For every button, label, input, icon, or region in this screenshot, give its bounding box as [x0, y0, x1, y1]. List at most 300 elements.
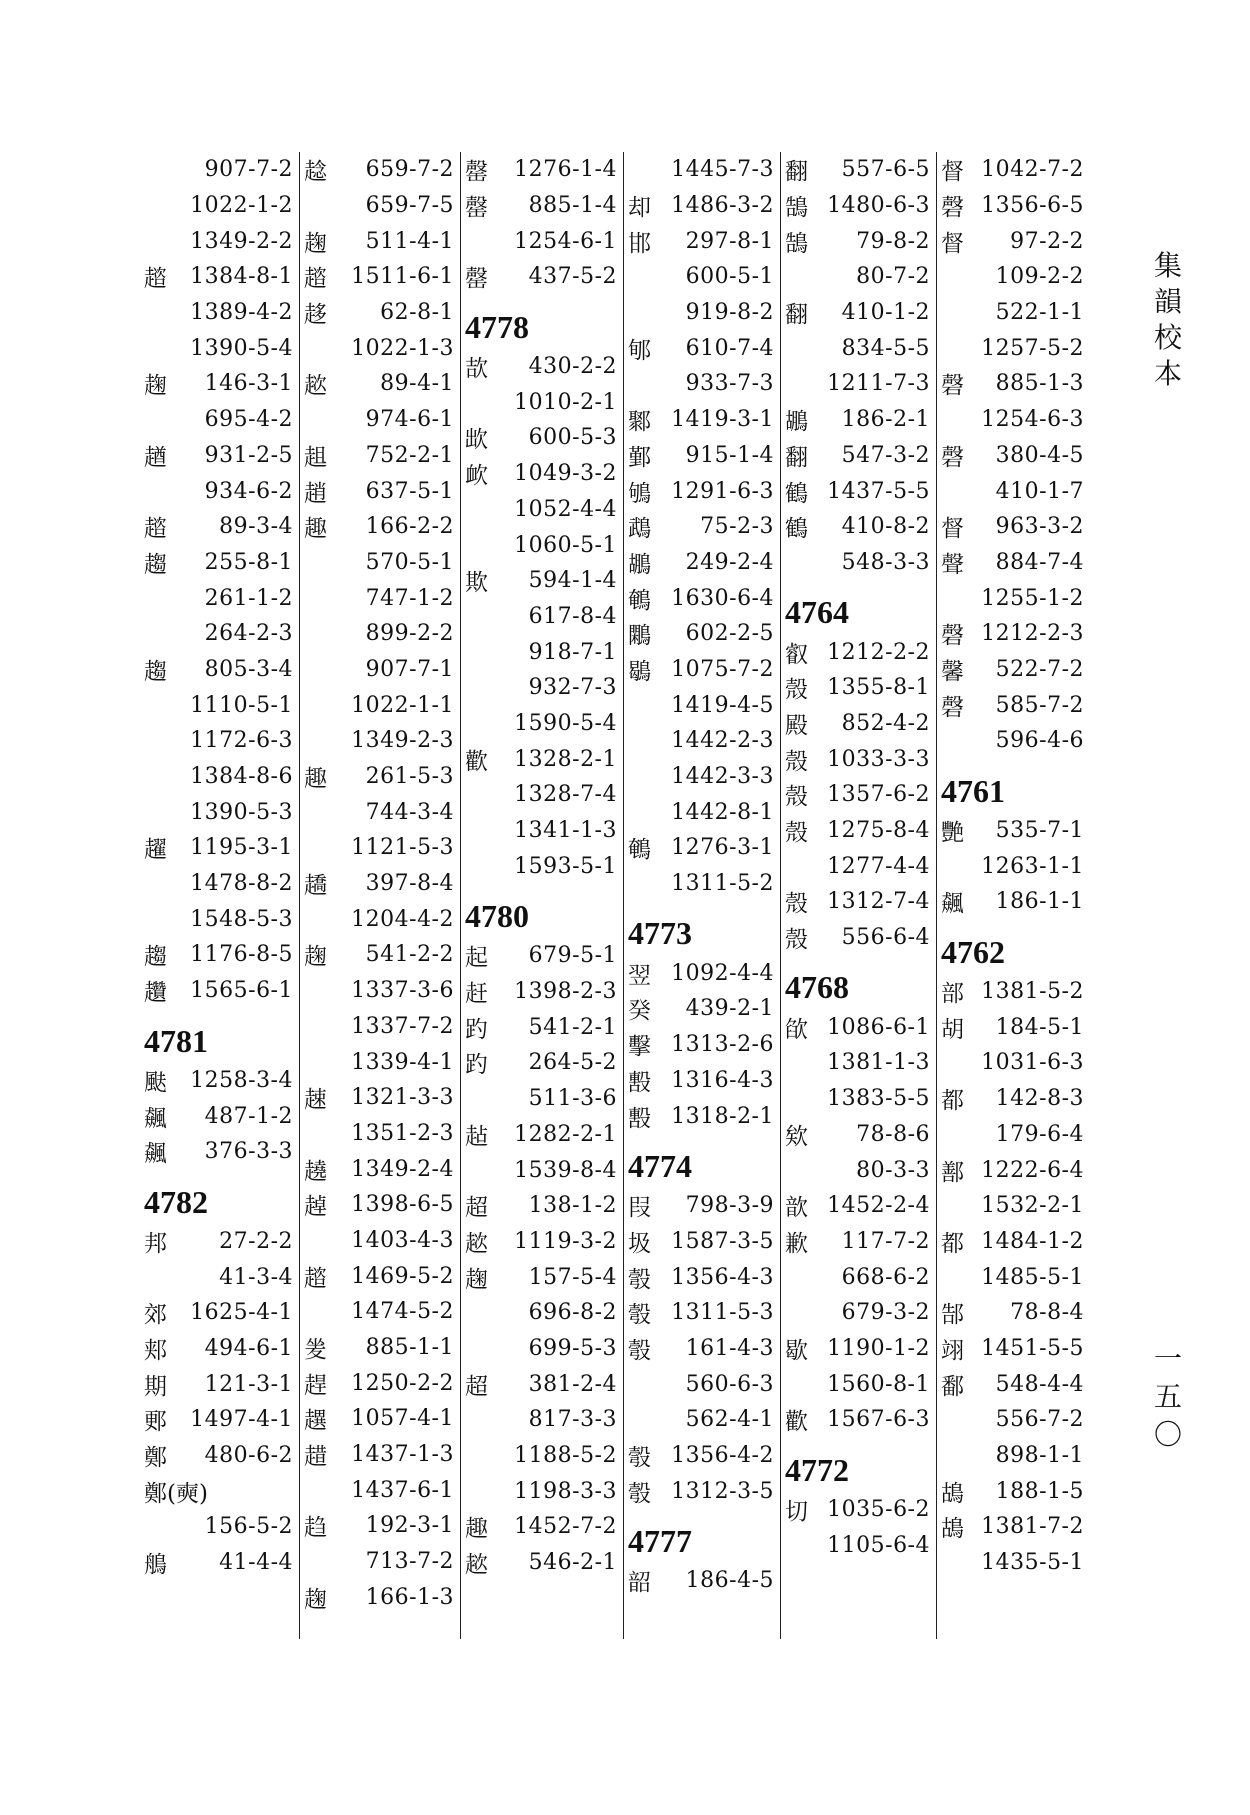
index-entry: [781, 366, 936, 402]
index-entry: [624, 616, 780, 652]
entry-reference: 974-6-1: [365, 407, 454, 433]
entry-reference: 1277-4-4: [827, 853, 930, 879]
entry-character: 趥: [144, 444, 167, 471]
entry-character: 趵: [465, 1052, 488, 1079]
index-entry: [140, 866, 299, 902]
entry-reference: 1567-6-3: [827, 1407, 930, 1433]
index-entry: [140, 152, 299, 188]
index-entry: [624, 402, 780, 438]
index-entry: [461, 1224, 623, 1260]
index-entry: [937, 1188, 1090, 1224]
entry-reference: 297-8-1: [685, 228, 774, 254]
index-entry: [300, 1080, 460, 1116]
index-entry: [461, 420, 623, 456]
entry-character: 趨: [144, 658, 167, 685]
index-entry: [140, 687, 299, 723]
entry-character: 飆: [941, 891, 964, 918]
index-entry: [937, 1081, 1090, 1117]
index-entry: [781, 1259, 936, 1295]
entry-character: 欸: [785, 1123, 808, 1150]
entry-reference: 1312-7-4: [827, 889, 930, 915]
entry-reference: 907-7-1: [365, 656, 454, 682]
entry-character: 夎: [304, 1337, 327, 1364]
entry-reference: 264-5-2: [528, 1050, 617, 1076]
entry-reference: 157-5-4: [528, 1264, 617, 1290]
index-entry: [140, 188, 299, 224]
entry-reference: 410-8-2: [841, 514, 930, 540]
entry-reference: 557-6-5: [841, 157, 930, 183]
entry-character: 趦: [304, 1265, 327, 1292]
index-entry: [461, 1081, 623, 1117]
entry-character: 趙: [304, 480, 327, 507]
index-entry: [140, 616, 299, 652]
entry-reference: 1291-6-3: [671, 478, 774, 504]
entry-character: 欺: [465, 570, 488, 597]
index-entry: [781, 188, 936, 224]
entry-reference: 138-1-2: [528, 1193, 617, 1219]
entry-reference: 1022-1-2: [190, 193, 293, 219]
index-column-5: [781, 152, 937, 1639]
index-entry: [937, 366, 1090, 402]
entry-character: 圾: [628, 1230, 651, 1257]
entry-reference: 1437-1-3: [351, 1442, 454, 1468]
index-entry: [624, 1366, 780, 1402]
index-entry: [937, 974, 1090, 1010]
entry-character: 都: [941, 1088, 964, 1115]
entry-reference: 166-2-2: [365, 514, 454, 540]
index-entry: [624, 259, 780, 295]
entry-reference: 547-3-2: [841, 442, 930, 468]
entry-character: 趄: [304, 444, 327, 471]
entry-reference: 805-3-4: [204, 656, 293, 682]
entry-reference: 1049-3-2: [514, 461, 617, 487]
entry-reference: 255-8-1: [204, 549, 293, 575]
entry-reference: 380-4-5: [995, 442, 1084, 468]
section-heading: 4782: [144, 1183, 208, 1220]
entry-reference: 1630-6-4: [671, 585, 774, 611]
index-column-2: [300, 152, 461, 1639]
index-entry: [781, 1492, 936, 1528]
entry-character: 歡: [465, 748, 488, 775]
index-entry: [937, 687, 1090, 723]
entry-reference: 121-3-1: [204, 1371, 293, 1397]
entry-character: 超: [465, 1195, 488, 1222]
index-entry: [461, 848, 623, 884]
index-entry: [140, 1098, 299, 1134]
index-entry: [461, 223, 623, 259]
index-entry: [461, 456, 623, 492]
entry-reference: 1254-6-1: [514, 228, 617, 254]
index-entry: [461, 1473, 623, 1509]
entry-reference: 1255-1-2: [981, 585, 1084, 611]
index-entry: [624, 545, 780, 581]
entry-reference: 1086-6-1: [827, 1014, 930, 1040]
entry-reference: 556-6-4: [841, 925, 930, 951]
entry-reference: 1356-4-2: [671, 1443, 774, 1469]
index-entry: [937, 848, 1090, 884]
entry-reference: 261-1-2: [204, 585, 293, 611]
index-entry: [300, 1437, 460, 1473]
entry-character: 趦: [304, 266, 327, 293]
entry-character: 趠: [304, 1194, 327, 1221]
entry-reference: 1195-3-1: [190, 835, 293, 861]
index-entry: [937, 1545, 1090, 1581]
index-entry: [937, 223, 1090, 259]
index-entry: [624, 687, 780, 723]
entry-reference: 1497-4-1: [190, 1407, 293, 1433]
entry-character: 殼: [785, 748, 808, 775]
entry-character: 郜: [941, 1302, 964, 1329]
entry-reference: 1357-6-2: [827, 782, 930, 808]
index-entry: [937, 330, 1090, 366]
index-entry: [140, 438, 299, 474]
index-entry: [461, 188, 623, 224]
entry-reference: 1190-1-2: [827, 1335, 930, 1361]
entry-character: 韶: [628, 1570, 651, 1597]
index-entry: [140, 473, 299, 509]
index-entry: [300, 295, 460, 331]
entry-reference: 1010-2-1: [514, 389, 617, 415]
entry-character: 趩: [304, 1408, 327, 1435]
entry-reference: 602-2-5: [685, 621, 774, 647]
entry-reference: 1384-8-6: [190, 764, 293, 790]
index-entry: [937, 580, 1090, 616]
entry-reference: 585-7-2: [995, 692, 1084, 718]
index-entry: [461, 974, 623, 1010]
index-entry: [300, 1116, 460, 1152]
index-entry: [461, 1009, 623, 1045]
entry-reference: 919-8-2: [685, 300, 774, 326]
entry-character: 邯: [628, 230, 651, 257]
entry-reference: 668-6-2: [841, 1264, 930, 1290]
entry-reference: 1381-5-2: [981, 979, 1084, 1005]
index-entry: [461, 1331, 623, 1367]
index-entry: [140, 1063, 299, 1099]
index-entry: [937, 1366, 1090, 1402]
entry-reference: 410-1-7: [995, 478, 1084, 504]
index-entry: [140, 973, 299, 1009]
index-entry: [140, 402, 299, 438]
entry-reference: 570-5-1: [365, 549, 454, 575]
entry-reference: 79-8-2: [856, 228, 930, 254]
entry-character: 趨: [144, 551, 167, 578]
entry-reference: 1110-5-1: [190, 692, 293, 718]
index-entry: [624, 580, 780, 616]
index-entry: [624, 223, 780, 259]
entry-character: 鴝: [628, 480, 651, 507]
entry-reference: 1452-7-2: [514, 1514, 617, 1540]
index-entry: [300, 1151, 460, 1187]
entry-reference: 546-2-1: [528, 1550, 617, 1576]
section-heading: 4778: [465, 308, 529, 345]
entry-reference: 1211-7-3: [827, 371, 930, 397]
entry-reference: 1035-6-2: [827, 1497, 930, 1523]
entry-reference: 885-1-3: [995, 371, 1084, 397]
entry-character: 邦: [144, 1230, 167, 1257]
entry-reference: 166-1-3: [365, 1584, 454, 1610]
entry-character: 趋: [304, 1515, 327, 1542]
entry-reference: 1075-7-2: [671, 656, 774, 682]
index-entry: [300, 1508, 460, 1544]
index-entry: [624, 295, 780, 331]
entry-character: 彀: [628, 1445, 651, 1472]
index-entry: [140, 1134, 299, 1170]
entry-character: 督: [941, 159, 964, 186]
index-entry: [461, 492, 623, 528]
index-entry: [937, 1295, 1090, 1331]
entry-character: 赶: [465, 981, 488, 1008]
entry-reference: 1390-5-3: [190, 799, 293, 825]
entry-reference: 932-7-3: [528, 675, 617, 701]
index-entry: [461, 634, 623, 670]
entry-reference: 1356-6-5: [981, 193, 1084, 219]
entry-character: 飆: [144, 1141, 167, 1168]
entry-character: 趣: [465, 1516, 488, 1543]
entry-reference: 600-5-1: [685, 264, 774, 290]
entry-character: 殼: [785, 677, 808, 704]
entry-character: 罄: [465, 266, 488, 293]
entry-character: 趍: [304, 302, 327, 329]
entry-character: 殼: [785, 891, 808, 918]
index-entry: [624, 1224, 780, 1260]
index-entry: [624, 794, 780, 830]
entry-character: 趣: [304, 516, 327, 543]
entry-reference: 1312-3-5: [671, 1478, 774, 1504]
entry-character: 鶴: [785, 516, 808, 543]
entry-reference: 1381-1-3: [827, 1050, 930, 1076]
entry-character: 鵠: [785, 195, 808, 222]
index-entry: [140, 330, 299, 366]
entry-character: 鄭(奭): [144, 1480, 208, 1507]
index-entry: [300, 1044, 460, 1080]
index-entry: [300, 259, 460, 295]
entry-reference: 1204-4-2: [351, 906, 454, 932]
entry-reference: 963-3-2: [995, 514, 1084, 540]
entry-character: 颫: [144, 1069, 167, 1096]
entry-reference: 852-4-2: [841, 710, 930, 736]
entry-reference: 562-4-1: [685, 1407, 774, 1433]
entry-reference: 752-2-1: [365, 442, 454, 468]
index-entry: [140, 580, 299, 616]
entry-reference: 156-5-2: [204, 1514, 293, 1540]
entry-reference: 1172-6-3: [190, 728, 293, 754]
section-heading: 4764: [785, 594, 849, 631]
index-entry: [624, 866, 780, 902]
index-entry: [937, 884, 1090, 920]
index-entry: [624, 1473, 780, 1509]
index-entry: [140, 366, 299, 402]
entry-reference: 1042-7-2: [981, 157, 1084, 183]
index-entry: [300, 1365, 460, 1401]
index-entry: [300, 866, 460, 902]
index-entry: [624, 1438, 780, 1474]
entry-reference: 1031-6-3: [981, 1050, 1084, 1076]
index-entry: [937, 259, 1090, 295]
index-entry: [937, 723, 1090, 759]
entry-character: 叡: [785, 641, 808, 668]
entry-reference: 1445-7-3: [671, 157, 774, 183]
book-title: 集韻校本: [1153, 249, 1182, 390]
entry-reference: 1403-4-3: [351, 1227, 454, 1253]
index-entry: [781, 295, 936, 331]
section-heading: 4780: [465, 898, 529, 935]
index-entry: [937, 509, 1090, 545]
entry-reference: 1590-5-4: [514, 710, 617, 736]
entry-reference: 439-2-1: [685, 996, 774, 1022]
index-entry: [937, 545, 1090, 581]
entry-reference: 62-8-1: [380, 300, 454, 326]
entry-reference: 192-3-1: [365, 1513, 454, 1539]
entry-reference: 1341-1-3: [514, 818, 617, 844]
entry-reference: 915-1-4: [685, 442, 774, 468]
entry-reference: 1316-4-3: [671, 1067, 774, 1093]
index-entry: [461, 563, 623, 599]
index-entry: [624, 991, 780, 1027]
entry-reference: 596-4-6: [995, 728, 1084, 754]
index-entry: [781, 741, 936, 777]
entry-reference: 1328-7-4: [514, 782, 617, 808]
index-entry: [300, 188, 460, 224]
index-entry: [624, 1027, 780, 1063]
index-entry: [461, 670, 623, 706]
section-heading: 4761: [941, 772, 1005, 809]
index-entry: [461, 152, 623, 188]
entry-reference: 1442-2-3: [671, 728, 774, 754]
entry-reference: 1625-4-1: [190, 1300, 293, 1326]
section-heading: 4772: [785, 1451, 849, 1488]
entry-reference: 699-5-3: [528, 1335, 617, 1361]
entry-character: 馨: [941, 658, 964, 685]
entry-reference: 713-7-2: [365, 1549, 454, 1575]
index-entry: [461, 1438, 623, 1474]
entry-character: 趫: [304, 873, 327, 900]
entry-reference: 1356-4-3: [671, 1264, 774, 1290]
page-number: 一五〇: [1153, 1342, 1182, 1451]
index-entry: [461, 1545, 623, 1581]
index-entry: [781, 402, 936, 438]
index-entry: [140, 1473, 299, 1509]
index-entry: [300, 1187, 460, 1223]
entry-reference: 884-7-4: [995, 549, 1084, 575]
entry-reference: 899-2-2: [365, 621, 454, 647]
entry-character: 殿: [785, 712, 808, 739]
entry-character: 磬: [941, 444, 964, 471]
entry-reference: 548-4-4: [995, 1371, 1084, 1397]
entry-character: 趑: [465, 1552, 488, 1579]
entry-reference: 487-1-2: [204, 1103, 293, 1129]
entry-character: 趦: [144, 266, 167, 293]
entry-reference: 907-7-2: [204, 157, 293, 183]
entry-reference: 97-2-2: [1010, 228, 1084, 254]
entry-reference: 179-6-4: [995, 1121, 1084, 1147]
entry-reference: 1337-7-2: [351, 1013, 454, 1039]
entry-reference: 80-3-3: [856, 1157, 930, 1183]
entry-character: 罄: [465, 159, 488, 186]
index-entry: [300, 616, 460, 652]
index-entry: [781, 438, 936, 474]
index-entry: [300, 366, 460, 402]
index-entry: [461, 1295, 623, 1331]
entry-reference: 1474-5-2: [351, 1299, 454, 1325]
entry-reference: 817-3-3: [528, 1407, 617, 1433]
entry-reference: 1437-6-1: [351, 1477, 454, 1503]
entry-character: 趜: [304, 1586, 327, 1613]
index-entry: [937, 295, 1090, 331]
entry-reference: 1121-5-3: [351, 835, 454, 861]
entry-reference: 1587-3-5: [671, 1228, 774, 1254]
entry-reference: 1311-5-3: [671, 1300, 774, 1326]
entry-reference: 161-4-3: [685, 1335, 774, 1361]
index-entry: [624, 1063, 780, 1099]
entry-character: 翻: [785, 444, 808, 471]
entry-reference: 556-7-2: [995, 1407, 1084, 1433]
entry-reference: 1257-5-2: [981, 335, 1084, 361]
entry-reference: 1419-3-1: [671, 407, 774, 433]
entry-reference: 747-1-2: [365, 585, 454, 611]
index-entry: [781, 259, 936, 295]
index-entry: [461, 1402, 623, 1438]
index-entry: [624, 152, 780, 188]
entry-reference: 918-7-1: [528, 639, 617, 665]
entry-character: 趯: [144, 837, 167, 864]
entry-character: 殼: [785, 784, 808, 811]
entry-reference: 1092-4-4: [671, 960, 774, 986]
index-entry: [300, 687, 460, 723]
entry-reference: 80-7-2: [856, 264, 930, 290]
entry-reference: 1119-3-2: [514, 1228, 617, 1254]
entry-character: 癸: [628, 998, 651, 1025]
index-entry: [624, 1098, 780, 1134]
entry-character: 翌: [628, 962, 651, 989]
entry-character: 艷: [941, 820, 964, 847]
index-entry: [781, 1527, 936, 1563]
index-column-1: [140, 152, 300, 1639]
entry-reference: 186-4-5: [685, 1568, 774, 1594]
entry-reference: 1384-8-1: [190, 264, 293, 290]
index-entry: [461, 527, 623, 563]
entry-character: 趣: [304, 766, 327, 793]
index-entry: [300, 759, 460, 795]
section-heading: 4773: [628, 915, 692, 952]
index-entry: [300, 473, 460, 509]
entry-reference: 1349-2-2: [190, 228, 293, 254]
section-heading: 4768: [785, 969, 849, 1006]
index-entry: [300, 1294, 460, 1330]
index-entry: [937, 152, 1090, 188]
entry-reference: 1452-2-4: [827, 1193, 930, 1219]
index-entry: [461, 1045, 623, 1081]
entry-character: 切: [785, 1499, 808, 1526]
index-entry: [937, 1331, 1090, 1367]
entry-character: 部: [941, 981, 964, 1008]
entry-character: 磬: [941, 694, 964, 721]
entry-reference: 188-1-5: [995, 1478, 1084, 1504]
index-entry: [461, 938, 623, 974]
index-entry: [461, 349, 623, 385]
entry-character: 毄: [628, 1069, 651, 1096]
index-entry: [781, 1402, 936, 1438]
entry-reference: 594-1-4: [528, 568, 617, 594]
index-entry: [300, 973, 460, 1009]
index-entry: [937, 1259, 1090, 1295]
index-entry: [140, 1402, 299, 1438]
index-entry: [624, 1563, 780, 1599]
entry-reference: 494-6-1: [204, 1335, 293, 1361]
index-entry: [781, 848, 936, 884]
entry-reference: 511-3-6: [528, 1086, 617, 1112]
index-entry: [781, 1331, 936, 1367]
entry-reference: 1254-6-3: [981, 407, 1084, 433]
